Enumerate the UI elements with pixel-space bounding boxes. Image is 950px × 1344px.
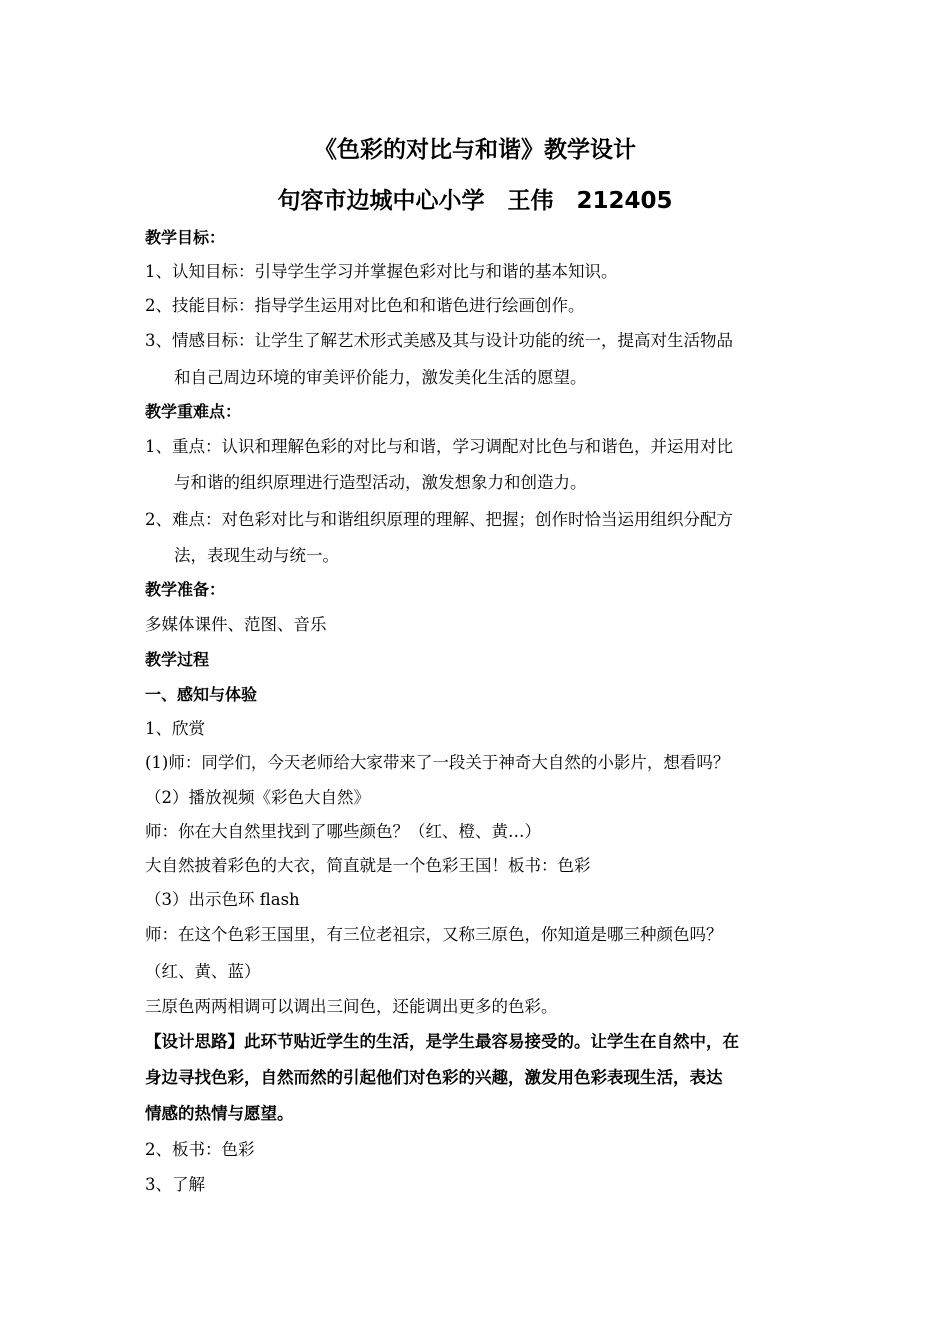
process-line: 2、板书：色彩 [145,1140,255,1159]
document-title: 《色彩的对比与和谐》教学设计 [314,137,636,163]
key-point-line: 1、重点：认识和理解色彩的对比与和谐，学习调配对比色与和谐色，并运用对比 [145,437,733,456]
objective-line: 1、认知目标：引导学生学习并掌握色彩对比与和谐的基本知识。 [145,262,618,281]
objectives-heading: 教学目标： [145,228,226,247]
process-line: 三原色两两相调可以调出三间色，还能调出更多的色彩。 [145,997,558,1016]
process-line: （2）播放视频《彩色大自然》 [145,788,370,807]
key-points-heading: 教学重难点： [145,402,242,421]
preparation-text: 多媒体课件、范图、音乐 [145,615,327,634]
process-line: (1)师：同学们，今天老师给大家带来了一段关于神奇大自然的小影片，想看吗？ [145,753,730,772]
document-subtitle: 句容市边城中心小学 王伟 212405 [277,188,673,214]
objective-line: 2、技能目标：指导学生运用对比色和和谐色进行绘画创作。 [145,296,585,315]
key-point-line: 法，表现生动与统一。 [174,546,339,565]
key-point-line: 2、难点：对色彩对比与和谐组织原理的理解、把握；创作时恰当运用组织分配方 [145,510,733,529]
objective-line: 和自己周边环境的审美评价能力，激发美化生活的愿望。 [174,368,587,387]
process-line: （3）出示色环 flash [145,890,300,909]
process-line: 1、欣赏 [145,719,205,738]
design-note-line: 身边寻找色彩，自然而然的引起他们对色彩的兴趣，激发用色彩表现生活，表达 [145,1068,723,1087]
key-point-line: 与和谐的组织原理进行造型活动，激发想象力和创造力。 [174,473,587,492]
process-line: 3、了解 [145,1175,205,1194]
process-heading: 教学过程 [145,650,210,669]
process-line: （红、黄、蓝） [145,962,261,981]
process-line: 大自然披着彩色的大衣，简直就是一个色彩王国！板书：色彩 [145,856,591,875]
part1-heading: 一、感知与体验 [145,685,258,704]
design-note-line: 情感的热情与愿望。 [145,1104,294,1123]
process-line: 师：在这个色彩王国里，有三位老祖宗，又称三原色，你知道是哪三种颜色吗？ [145,925,723,944]
objective-line: 3、情感目标：让学生了解艺术形式美感及其与设计功能的统一，提高对生活物品 [145,331,733,350]
design-note-line: 【设计思路】此环节贴近学生的生活，是学生最容易接受的。让学生在自然中，在 [145,1032,739,1051]
preparation-heading: 教学准备： [145,580,226,599]
process-line: 师：你在大自然里找到了哪些颜色？（红、橙、黄…） [145,822,541,841]
